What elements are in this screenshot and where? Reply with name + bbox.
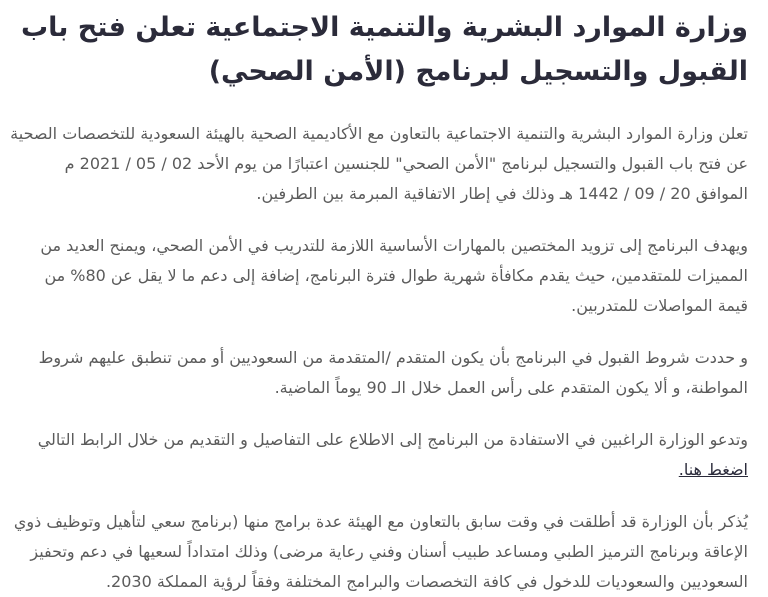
apply-link[interactable]: اضغط هنا. bbox=[678, 460, 748, 479]
invitation-text: وتدعو الوزارة الراغبين في الاستفادة من البرنامج إلى الاطلاع على التفاصيل و التقديم من خلال الرابط التالي bbox=[37, 430, 748, 449]
news-article bbox=[0, 6, 768, 591]
article-title: وزارة الموارد البشرية والتنمية الاجتماعية تعلن فتح باب القبول والتسجيل لبرنامج (الأمن الصحي) bbox=[20, 12, 748, 87]
paragraph-announcement: تعلن وزارة الموارد البشرية والتنمية الاجتماعية بالتعاون مع الأكاديمية الصحية بالهيئة السعودية للتخصصات الصحية عن فتح باب القبول والتسجيل لبرنامج "الأمن الصحي" للجنسين اعتبارًا من يوم الأحد 02 / 05 / 2021 م الموافق 20 / 09 / 1442 هـ وذلك في إطار الاتفاقية المبرمة بين الطرفين. bbox=[10, 124, 748, 203]
paragraph-admission-conditions: و حددت شروط القبول في البرنامج بأن يكون المتقدم /المتقدمة من السعوديين أو ممن تنطبق عليهم شروط المواطنة، و ألا يكون المتقدم على رأس العمل خلال الـ 90 يوماً الماضية. bbox=[38, 348, 748, 397]
paragraph-previous-programs: يُذكر بأن الوزارة قد أطلقت في وقت سابق بالتعاون مع الهيئة عدة برامج منها (برنامج سعي لتأهيل وتوظيف ذوي الإعاقة وبرنامج الترميز الطبي ومساعد طبيب أسنان وفني رعاية مرضى) وذلك امتداداً لسعيها في دعم وتحفيز السعوديين والسعوديات للدخول في كافة التخصصات والبرامج المختلفة وفقاً لرؤية المملكة 2030. bbox=[13, 512, 748, 591]
paragraph-program-goals: ويهدف البرنامج إلى تزويد المختصين بالمهارات الأساسية اللازمة للتدريب في الأمن الصحي، ويمنح العديد من المميزات للمتقدمين، حيث يقدم مكافأة شهرية طوال فترة البرنامج، إضافة إلى دعم ما لا يقل عن 80% من قيمة المواصلات للمتدربين. bbox=[40, 236, 748, 315]
paragraph-invitation bbox=[10, 425, 748, 485]
